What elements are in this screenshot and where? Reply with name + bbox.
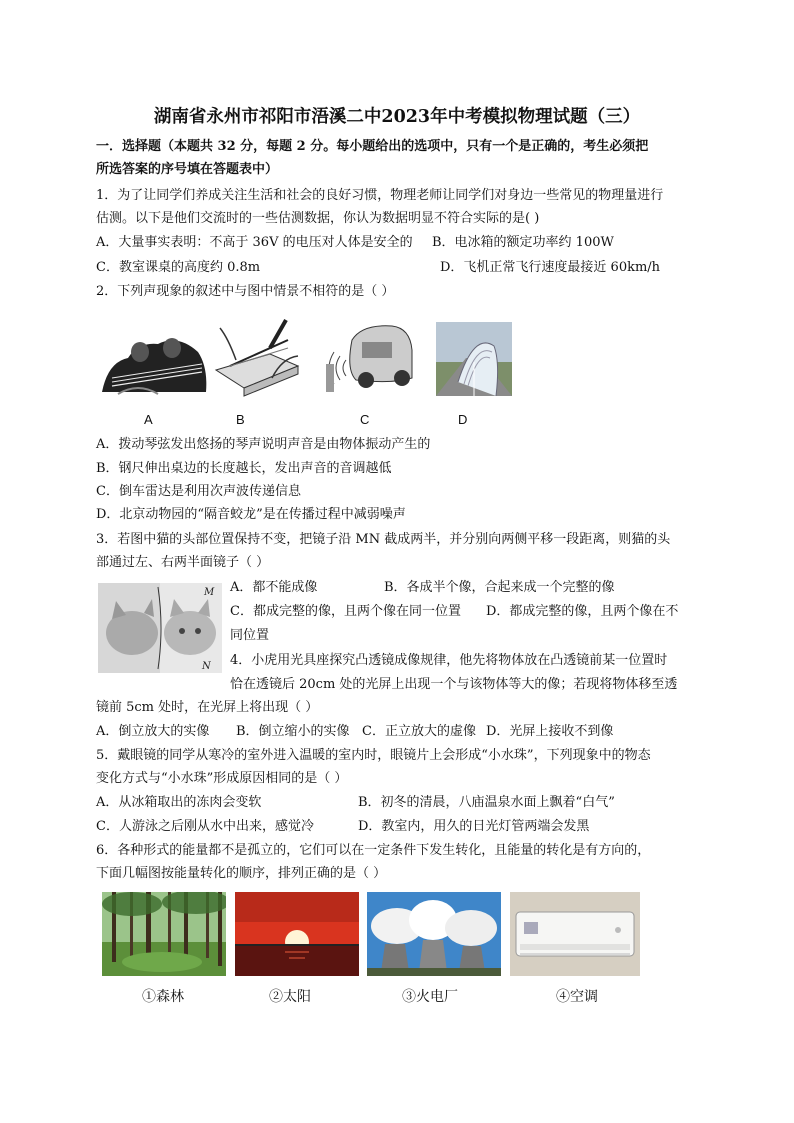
q3-option-d-cont: 同位置	[230, 628, 270, 643]
section-heading-line2: 所选答案的序号填在答题表中）	[96, 162, 279, 177]
q4-stem-line2: 恰在透镜后 20cm 处的光屏上出现一个与该物体等大的像；若现将物体移至透	[230, 677, 678, 692]
q2-stem: 2．下列声现象的叙述中与图中情景不相符的是（ ）	[96, 284, 395, 299]
q2-figure-d-sound-barrier-tunnel	[436, 322, 512, 396]
q3-option-b: B．各成半个像，合起来成一个完整的像	[384, 580, 615, 595]
q6-caption-1: ①森林	[142, 988, 184, 1004]
q1-option-d: D．飞机正常飞行速度最接近 60km/h	[440, 260, 661, 275]
q6-figure-forest	[102, 892, 226, 976]
q5-option-b: B．初冬的清晨，八庙温泉水面上飘着“白气”	[358, 795, 615, 810]
q2-option-d: D．北京动物园的“隔音蛟龙”是在传播过程中减弱噪声	[96, 507, 406, 522]
q5-option-d: D．教室内，用久的日光灯管两端会发黑	[358, 819, 590, 834]
q3-option-a: A．都不能成像	[230, 580, 318, 595]
q4-option-b: B．倒立缩小的实像	[236, 724, 350, 739]
q3-stem-line2: 部通过左、右两半面镜子（ ）	[96, 555, 270, 570]
q5-stem-line2: 变化方式与“小水珠”形成原因相同的是（ ）	[96, 771, 348, 786]
q2-option-b: B．钢尺伸出桌边的长度越长，发出声音的音调越低	[96, 461, 392, 476]
q6-stem-line2: 下面几幅图按能量转化的顺序，排列正确的是（ ）	[96, 866, 387, 881]
q1-stem-line2: 估测。以下是他们交流时的一些估测数据，你认为数据明显不符合实际的是( )	[96, 211, 540, 226]
q2-figure-b-steel-ruler	[210, 318, 302, 398]
q1-option-b: B．电冰箱的额定功率约 100W	[432, 235, 614, 250]
section-heading-line1: 一．选择题（本题共 32 分，每题 2 分。每小题给出的选项中，只有一个是正确的，考生必须把	[96, 139, 649, 154]
q2-figure-c-reversing-radar	[322, 320, 416, 400]
q3-fig-label-n: N	[202, 661, 211, 672]
q5-stem-line1: 5．戴眼镜的同学从寒冷的室外进入温暖的室内时，眼镜片上会形成“小水珠”，下列现象中的物态	[96, 748, 651, 763]
q3-fig-label-m: M	[204, 587, 215, 598]
q5-option-a: A．从冰箱取出的冻肉会变软	[96, 795, 262, 810]
q3-figure-cat-mirror	[98, 583, 222, 673]
q2-label-c: C	[360, 412, 370, 427]
q4-option-d: D．光屏上接收不到像	[486, 724, 614, 739]
q4-option-a: A．倒立放大的实像	[96, 724, 210, 739]
q4-stem-line3: 镜前 5cm 处时，在光屏上将出现（ ）	[96, 700, 319, 715]
exam-title: 湖南省永州市祁阳市浯溪二中2023年中考模拟物理试题（三）	[153, 107, 641, 127]
q6-caption-4: ④空调	[556, 988, 598, 1004]
q6-stem-line1: 6．各种形式的能量都不是孤立的，它们可以在一定条件下发生转化，且能量的转化是有方向的，	[96, 843, 651, 858]
q3-option-c: C．都成完整的像，且两个像在同一位置	[230, 604, 461, 619]
q2-label-a: A	[144, 412, 153, 427]
q3-stem-line1: 3．若图中猫的头部位置保持不变，把镜子沿 MN 截成两半，并分别向两侧平移一段距离，则猫的头	[96, 532, 671, 547]
q6-figure-air-conditioner	[510, 892, 640, 976]
q4-option-c: C．正立放大的虚像	[362, 724, 476, 739]
q6-caption-3: ③火电厂	[402, 988, 458, 1004]
q1-stem-line1: 1．为了让同学们养成关注生活和社会的良好习惯，物理老师让同学们对身边一些常见的物理量进行	[96, 188, 664, 203]
q2-figure-a-guzheng	[98, 322, 210, 400]
q4-stem-line1: 4．小虎用光具座探究凸透镜成像规律，他先将物体放在凸透镜前某一位置时	[230, 653, 668, 668]
q2-label-b: B	[236, 412, 245, 427]
q1-option-a: A．大量事实表明：不高于 36V 的电压对人体是安全的	[96, 235, 413, 250]
q3-option-d: D．都成完整的像，且两个像在不	[486, 604, 679, 619]
q6-caption-2: ②太阳	[269, 988, 311, 1004]
q2-option-c: C．倒车雷达是利用次声波传递信息	[96, 484, 301, 499]
q5-option-c: C．人游泳之后刚从水中出来，感觉冷	[96, 819, 314, 834]
q6-figure-sun	[235, 892, 359, 976]
q2-label-d: D	[458, 412, 468, 427]
q2-option-a: A．拨动琴弦发出悠扬的琴声说明声音是由物体振动产生的	[96, 437, 431, 452]
q1-option-c: C．教室课桌的高度约 0.8m	[96, 260, 261, 275]
q6-figure-power-plant	[367, 892, 501, 976]
